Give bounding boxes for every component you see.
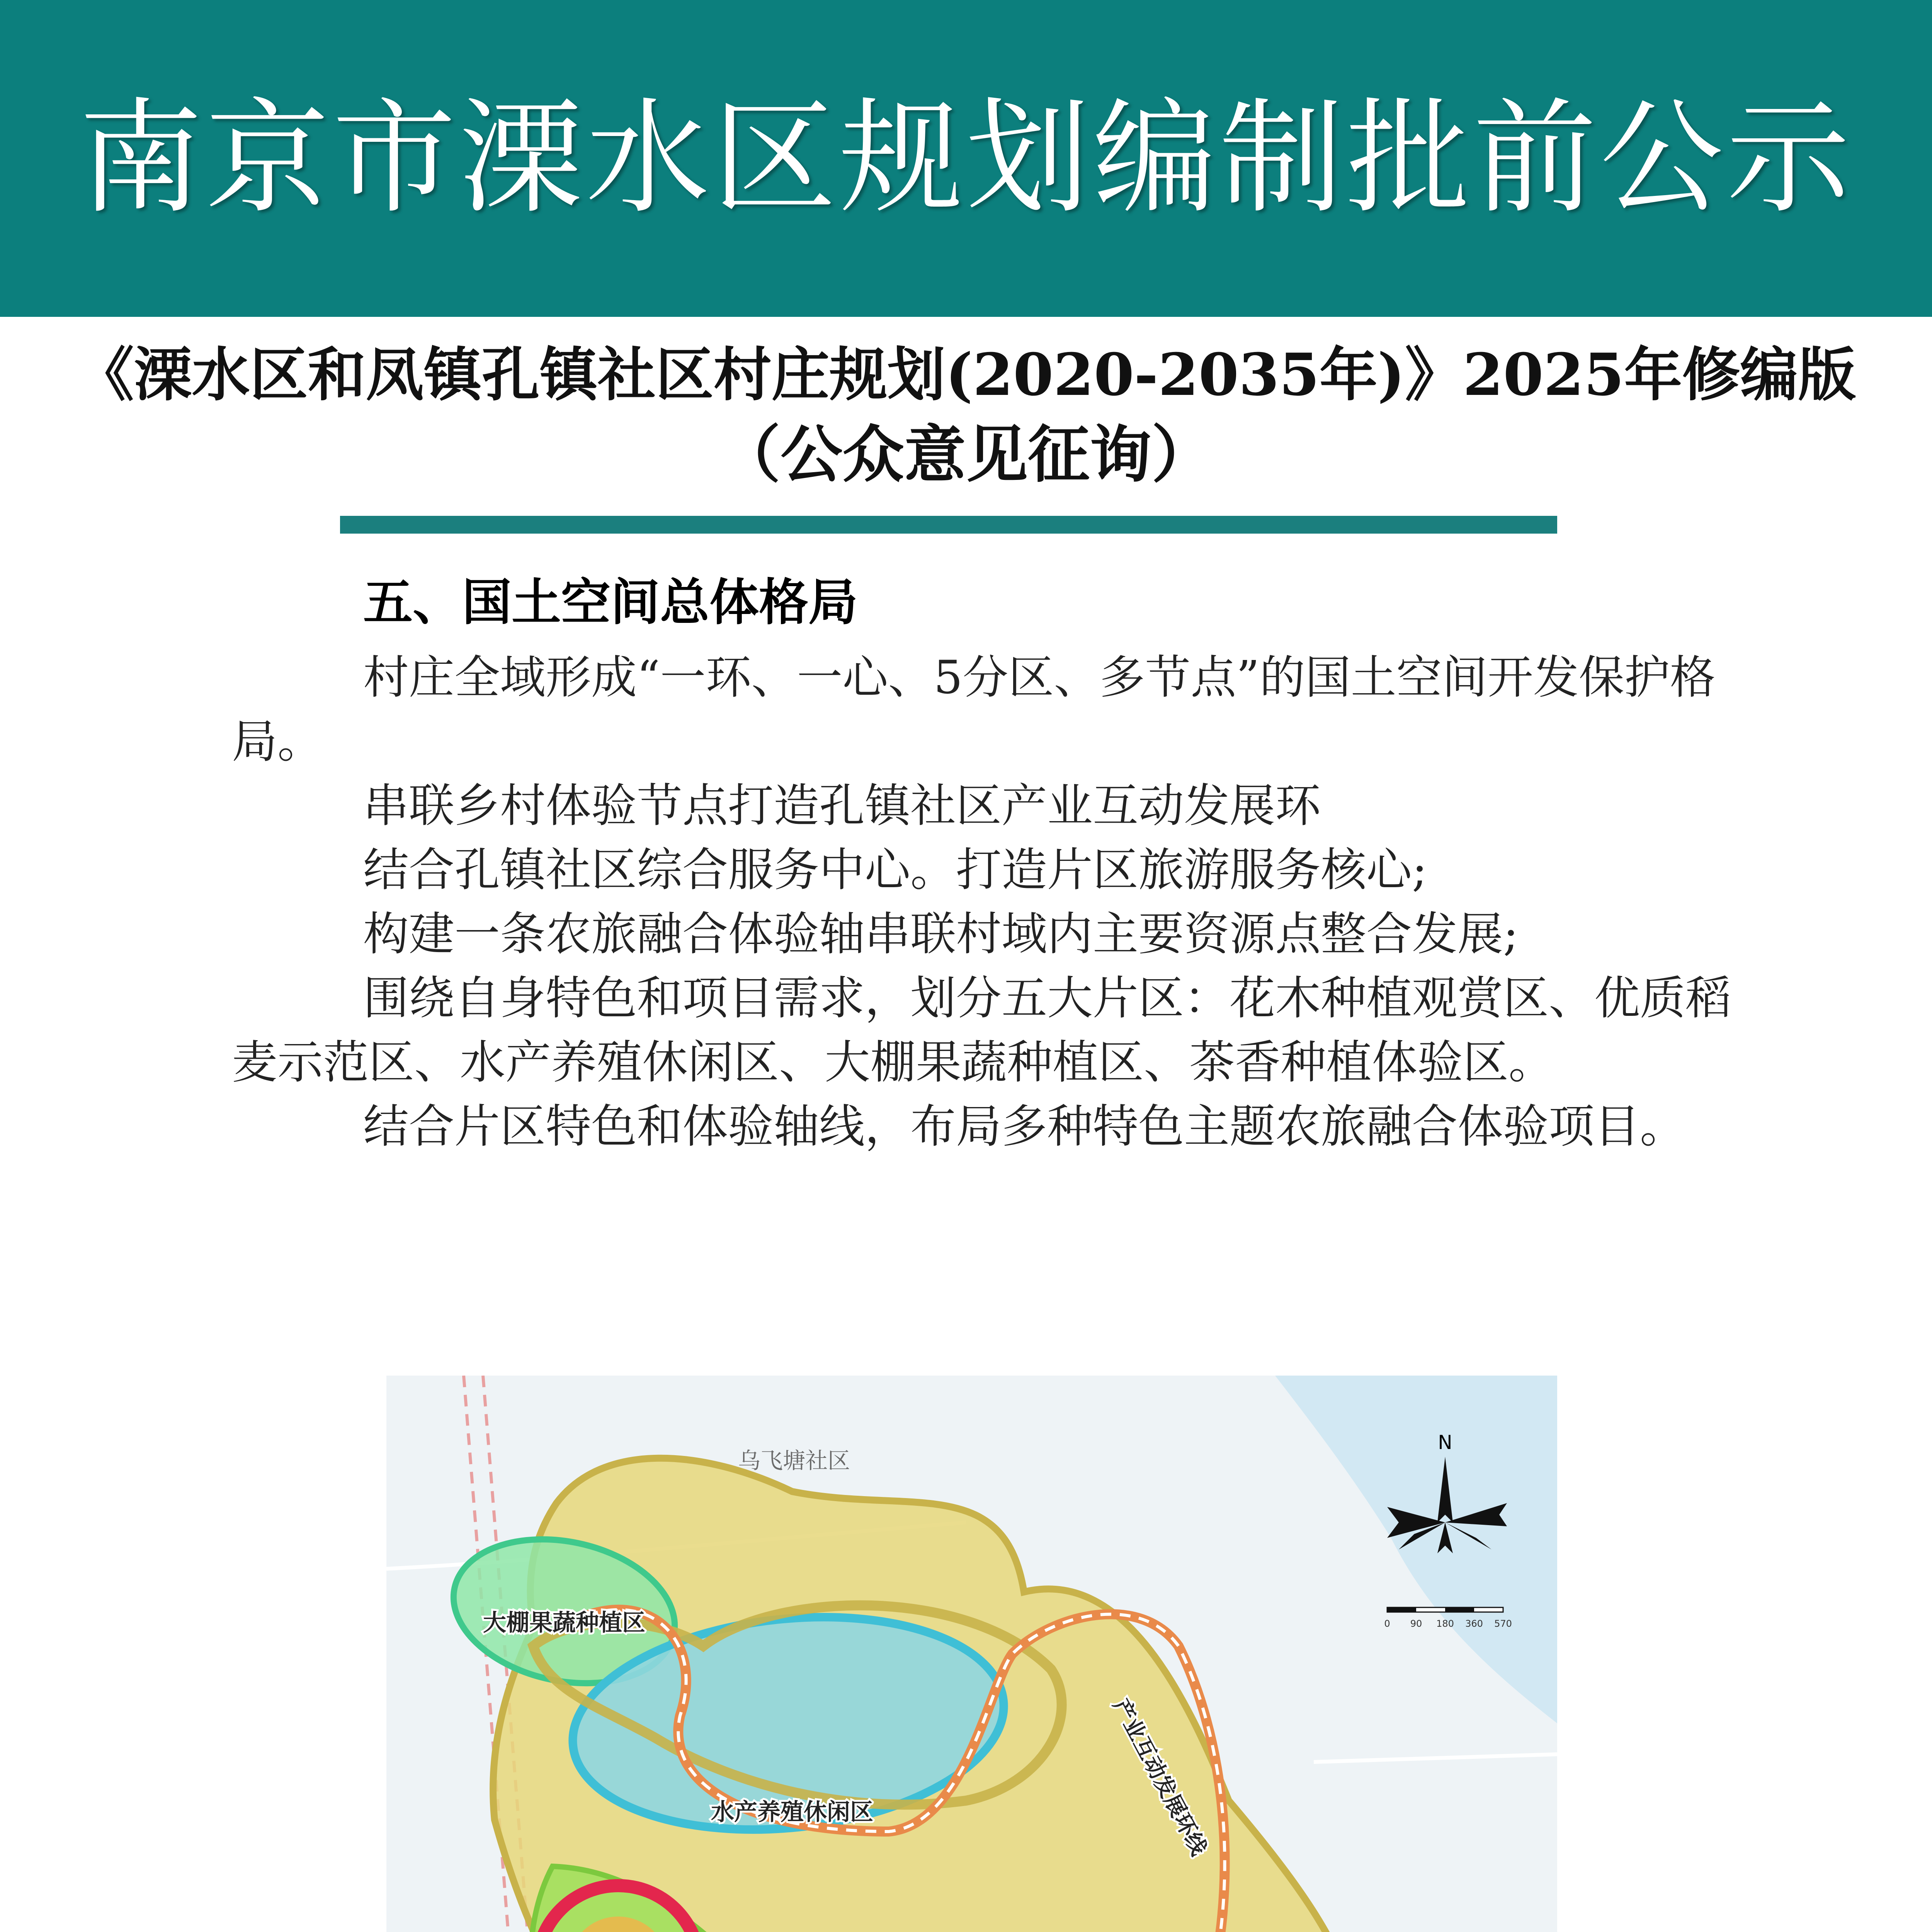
document-title: 《溧水区和凤镇孔镇社区村庄规划(2020-2035年)》2025年修编版	[76, 341, 1856, 409]
north-label: N	[1438, 1431, 1452, 1454]
document-subtitle: （公众意见征询）	[718, 418, 1213, 491]
title-divider	[340, 516, 1557, 534]
page-title: 南京市溧水区规划编制批前公示	[79, 87, 1853, 230]
scale-tick-label: 180	[1436, 1618, 1454, 1629]
body-paragraph: 村庄全域形成“一环、一心、5分区、多节点”的国土空间开发保护格局。	[232, 651, 1716, 768]
scale-tick-label: 0	[1384, 1618, 1390, 1629]
section-body	[232, 645, 1731, 1158]
body-paragraph: 围绕自身特色和项目需求，划分五大片区：花木种植观赏区、优质稻麦示范区、水产养殖休闲区、大棚果蔬种植区、茶香种植体验区。	[232, 971, 1731, 1089]
scale-tick-label: 360	[1465, 1618, 1483, 1629]
header-banner	[0, 0, 1932, 317]
planning-map-svg	[386, 1376, 1557, 1932]
body-paragraph: 结合片区特色和体验轴线，布局多种特色主题农旅融合体验项目。	[363, 1100, 1686, 1153]
scale-tick-label: 570	[1494, 1618, 1512, 1629]
section-heading: 五、国土空间总体格局	[363, 574, 858, 631]
label-greenhouse: 大棚果蔬种植区	[483, 1609, 645, 1636]
body-paragraph: 串联乡村体验节点打造孔镇社区产业互动发展环	[363, 779, 1321, 832]
scale-tick-label: 90	[1410, 1618, 1422, 1629]
label-aquaculture: 水产养殖休闲区	[711, 1799, 873, 1826]
label-neighbor-north: 乌飞塘社区	[738, 1447, 850, 1474]
body-paragraph: 构建一条农旅融合体验轴串联村域内主要资源点整合发展;	[363, 907, 1519, 961]
planning-map	[386, 1376, 1557, 1932]
body-paragraph: 结合孔镇社区综合服务中心。打造片区旅游服务核心;	[363, 843, 1427, 896]
label-ring: 产业互动发展环线	[1108, 1695, 1212, 1860]
